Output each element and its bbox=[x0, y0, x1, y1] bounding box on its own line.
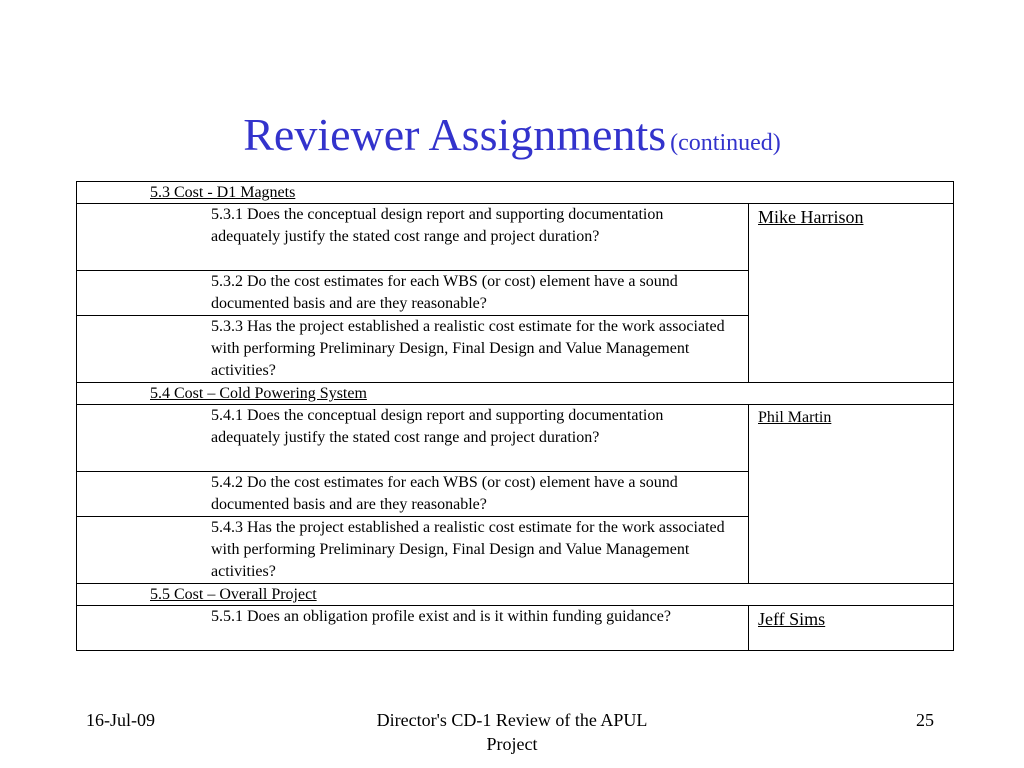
section-heading bbox=[77, 584, 954, 606]
reviewer-cell bbox=[749, 204, 954, 383]
reviewer-cell bbox=[749, 405, 954, 584]
question-cell: 5.4.1 Does the conceptual design report and supporting documentation adequately justify the stated cost range and project duration? bbox=[77, 405, 749, 472]
slide-title bbox=[0, 108, 1024, 161]
footer-presentation-title bbox=[312, 708, 712, 756]
question-cell: 5.5.1 Does an obligation profile exist and is it within funding guidance? bbox=[77, 606, 749, 651]
question-cell: 5.3.1 Does the conceptual design report and supporting documentation adequately justify the stated cost range and project duration? bbox=[77, 204, 749, 271]
question-cell: 5.4.2 Do the cost estimates for each WBS (or cost) element have a sound documented basis and are they reasonable? bbox=[77, 472, 749, 517]
question-cell: 5.3.3 Has the project established a realistic cost estimate for the work associated with performing Preliminary Design, Final Design and Value Management activities? bbox=[77, 316, 749, 383]
reviewer-name: Mike Harrison bbox=[758, 207, 864, 227]
footer-date: 16-Jul-09 bbox=[86, 710, 155, 730]
reviewer-cell bbox=[749, 606, 954, 651]
section-heading bbox=[77, 383, 954, 405]
section-heading-label: 5.4 Cost – Cold Powering System bbox=[150, 385, 367, 402]
reviewer-name: Phil Martin bbox=[758, 409, 832, 426]
page-number: 25 bbox=[916, 710, 934, 730]
question-cell: 5.3.2 Do the cost estimates for each WBS (or cost) element have a sound documented basis and are they reasonable? bbox=[77, 271, 749, 316]
section-heading-label: 5.3 Cost - D1 Magnets bbox=[150, 184, 296, 201]
footer-title-line: Director's CD-1 Review of the APUL bbox=[376, 710, 648, 730]
reviewer-assignments-table bbox=[76, 181, 954, 651]
table-row bbox=[77, 204, 954, 271]
table-row bbox=[77, 182, 954, 204]
section-heading-label: 5.5 Cost – Overall Project bbox=[150, 586, 317, 603]
section-heading bbox=[77, 182, 954, 204]
table-row bbox=[77, 405, 954, 472]
footer-title-line: Project bbox=[486, 734, 538, 754]
question-cell: 5.4.3 Has the project established a realistic cost estimate for the work associated with performing Preliminary Design, Final Design and Value Management activities? bbox=[77, 517, 749, 584]
table-row bbox=[77, 584, 954, 606]
table-row bbox=[77, 606, 954, 651]
title-sub: (continued) bbox=[670, 130, 781, 156]
title-main: Reviewer Assignments bbox=[243, 109, 667, 160]
reviewer-name: Jeff Sims bbox=[758, 609, 826, 629]
table-row bbox=[77, 383, 954, 405]
